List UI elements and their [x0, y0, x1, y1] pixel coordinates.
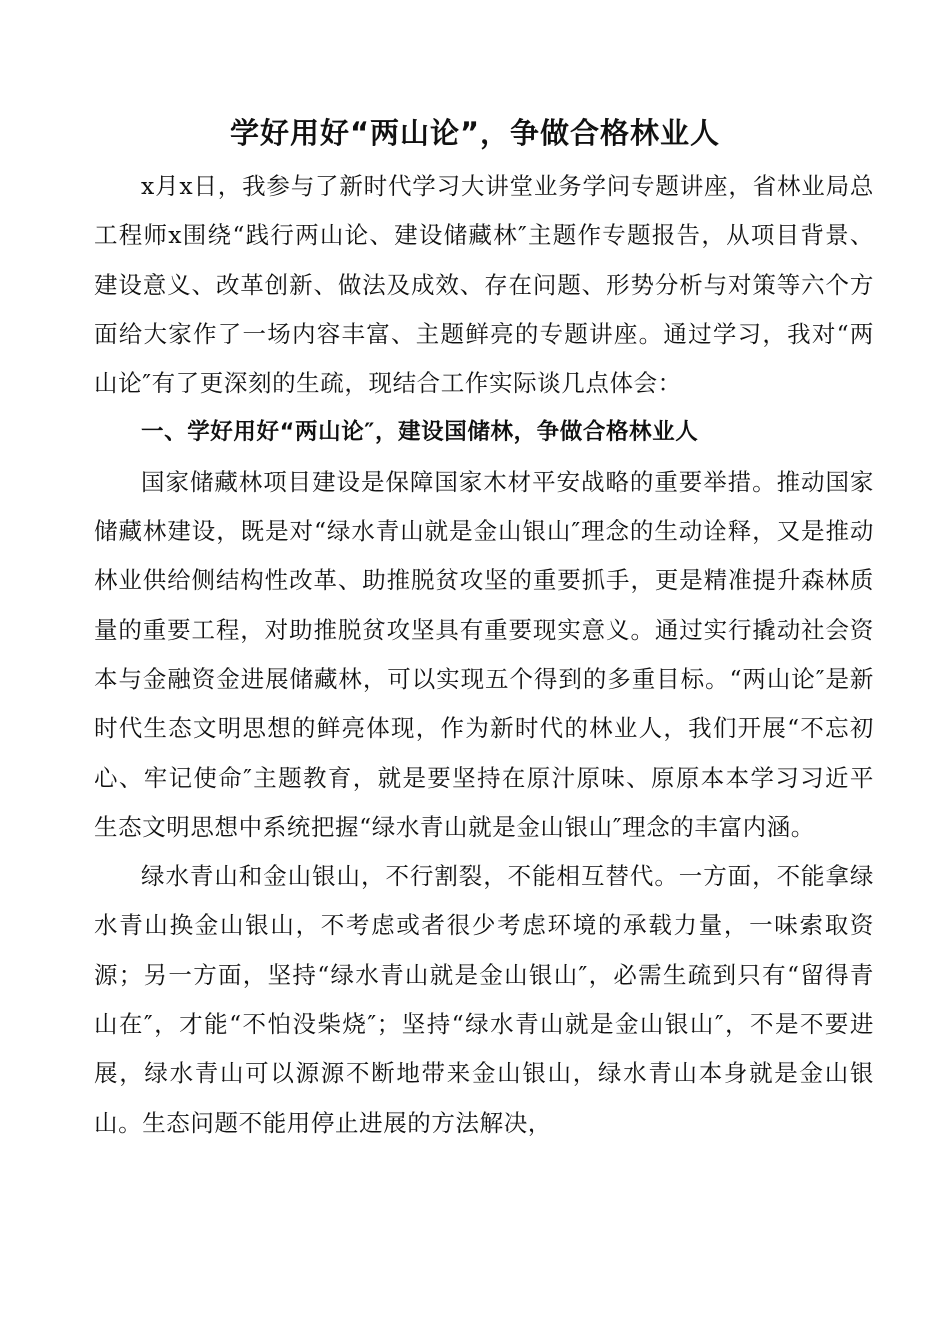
paragraph-intro: x月x日，我参与了新时代学习大讲堂业务学问专题讲座，省林业局总工程师x围绕“践行两山论、建设储藏林″主题作专题报告，从项目背景、建设意义、改革创新、做法及成效、存在问题、形势分析与对策等六个方面给大家作了一场内容丰富、主题鲜亮的专题讲座。通过学习，我对“两山论″有了更深刻的生疏，现结合工作实际谈几点体会： [94, 172, 874, 398]
paragraph-green-mountains: 绿水青山和金山银山，不行割裂，不能相互替代。一方面，不能拿绿水青山换金山银山，不考虑或者很少考虑环境的承载力量，一味索取资源；另一方面，坚持“绿水青山就是金山银山″，必需生疏到只有“留得青山在″，才能“不怕没柴烧″；坚持“绿水青山就是金山银山″，不是不要进展，绿水青山可以源源不断地带来金山银山，绿水青山本身就是金山银山。生态问题不能用停止进展的方法解决， [94, 862, 874, 1137]
document-title: 学好用好“两山论”，争做合格林业人 [229, 116, 721, 150]
section-heading-1: 一、学好用好“两山论″，建设国储林，争做合格林业人 [141, 419, 699, 446]
paragraph-national-reserve-forest: 国家储藏林项目建设是保障国家木材平安战略的重要举措。推动国家储藏林建设，既是对“绿水青山就是金山银山″理念的生动诠释，又是推动林业供给侧结构性改革、助推脱贫攻坚的重要抓手，更是精准提升森林质量的重要工程，对助推脱贫攻坚具有重要现实意义。通过实行撬动社会资本与金融资金进展储藏林，可以实现五个得到的多重目标。“两山论″是新时代生态文明思想的鲜亮体现，作为新时代的林业人，我们开展“不忘初心、牢记使命″主题教育，就是要坚持在原汁原味、原原本本学习习近平生态文明思想中系统把握“绿水青山就是金山银山″理念的丰富内涵。 [94, 467, 874, 841]
document-body [94, 162, 874, 1148]
